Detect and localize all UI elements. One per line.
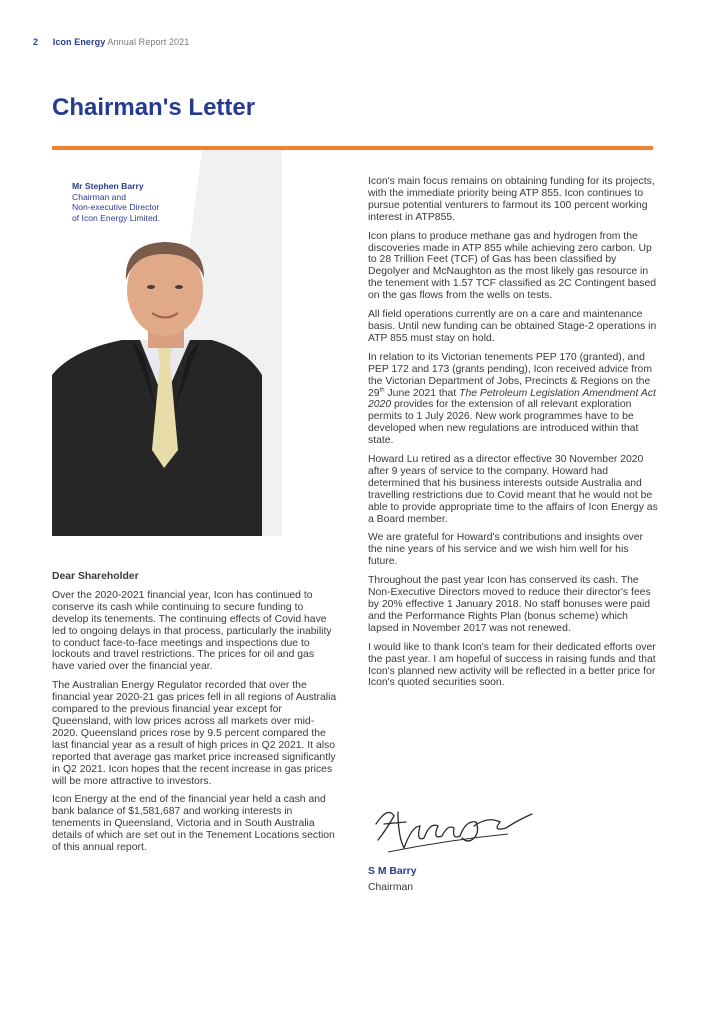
caption-line: Chairman and <box>72 191 126 202</box>
caption-line: Non-executive Director <box>72 202 160 213</box>
left-column <box>52 571 338 861</box>
body-paragraph: Icon Energy at the end of the financial year held a cash and bank balance of $1,581,687 and working interests in tenements in Queensland, Victoria and in South Australia details of which are set out in the Tenement Locations section of this annual report. <box>52 794 335 854</box>
body-paragraph: All field operations currently are on a care and maintenance basis. Until new funding can be obtained Stage-2 operations in ATP 855 must stay on hold. <box>368 309 657 344</box>
page-title: Chairman's Letter <box>52 94 256 121</box>
caption-line: of Icon Energy Limited. <box>72 212 160 223</box>
body-paragraph: Icon plans to produce methane gas and hydrogen from the discoveries made in ATP 855 while achieving zero carbon. Up to 28 Trillion Feet (TCF) of Gas has been classified by Degolyer and McNaughton as the most likely gas resource in the tenement with 1.57 TCF classified as 2C Contingent based on the gas flows from the wells on tests. <box>368 230 657 302</box>
text-run: provides for the extension of all relevant exploration permits to 1 July 2026. New work programmes have to be developed when new regulations are introduced within that state. <box>368 399 639 447</box>
caption-name: Mr Stephen Barry <box>72 181 144 191</box>
body-paragraph: The Australian Energy Regulator recorded that over the financial year 2020-21 gas prices fell in all regions of Australia compared to the previous financial year except for Queensland, with low prices across all markets over mid-2020. Queensland prices rose by 9.5 percent compared the last financial year as a result of high prices in Q2 2021. It also reported that average gas market price increased significantly in Q2 2021. Icon hopes that the recent increase in gas prices will be more attractive to investors. <box>52 680 337 787</box>
right-column <box>368 176 658 696</box>
body-paragraph: I would like to thank Icon's team for their dedicated efforts over the past year. I am hopeful of success in raising funds and that Icon's planned new activity will be reflected in a better price for Icon's quoted securities soon. <box>368 641 656 689</box>
signoff-name: S M Barry <box>368 866 417 877</box>
page-number: 2 <box>33 37 39 47</box>
text-run: June 2021 that <box>384 387 460 399</box>
body-paragraph: Icon's main focus remains on obtaining funding for its projects, with the immediate priority being ATP 855. Icon continues to pursue potential venturers to farmout its 100 percent working interest in ATP855. <box>368 176 655 223</box>
text-run: In relation to its Victorian tenements PEP 170 (granted), and PEP 172 and 173 (grants pending), Icon received advice from the Victorian Department of Jobs, Precincts & Regions on the 29 <box>368 351 652 399</box>
handwritten-signature <box>368 796 538 862</box>
salutation: Dear Shareholder <box>52 571 139 582</box>
page-header <box>33 37 189 47</box>
signoff-role: Chairman <box>368 882 414 893</box>
photo-caption <box>72 181 160 223</box>
body-paragraph: Howard Lu retired as a director effective 30 November 2020 after 9 years of service to the company. Howard had determined that his business interests outside Australia and travelling restrictions due to Covid meant that he would not be able to provide appropriate time to the affairs of Icon Energy as a Board member. <box>368 454 658 525</box>
body-paragraph <box>368 352 658 447</box>
body-paragraph: Throughout the past year Icon has conserved its cash. The Non-Executive Directors moved to reduce their director's fees by 20% effective 1 January 2018. No staff bonuses were paid and the Performance Rights Plan (bonus scheme) which lapsed in November 2017 was not renewed. <box>368 575 651 634</box>
report-title: Annual Report 2021 <box>107 37 190 47</box>
brand-name: Icon Energy <box>52 37 106 47</box>
body-paragraph: We are grateful for Howard's contributions and insights over the nine years of his service and we wish him well for his future. <box>368 532 643 568</box>
body-paragraph: Over the 2020-2021 financial year, Icon has continued to conserve its cash while continuing to secure funding to develop its tenements. The continuing effects of Covid have led to ongoing delays in that process, particularly the inability to conduct face-to-face meetings and inspections due to lockouts and travel restrictions. The prices for oil and gas have varied over the financial year. <box>52 589 332 673</box>
act-title: The Petroleum Legislation Amendment Act 2020 <box>368 387 656 411</box>
ordinal-suffix: th <box>379 387 385 394</box>
